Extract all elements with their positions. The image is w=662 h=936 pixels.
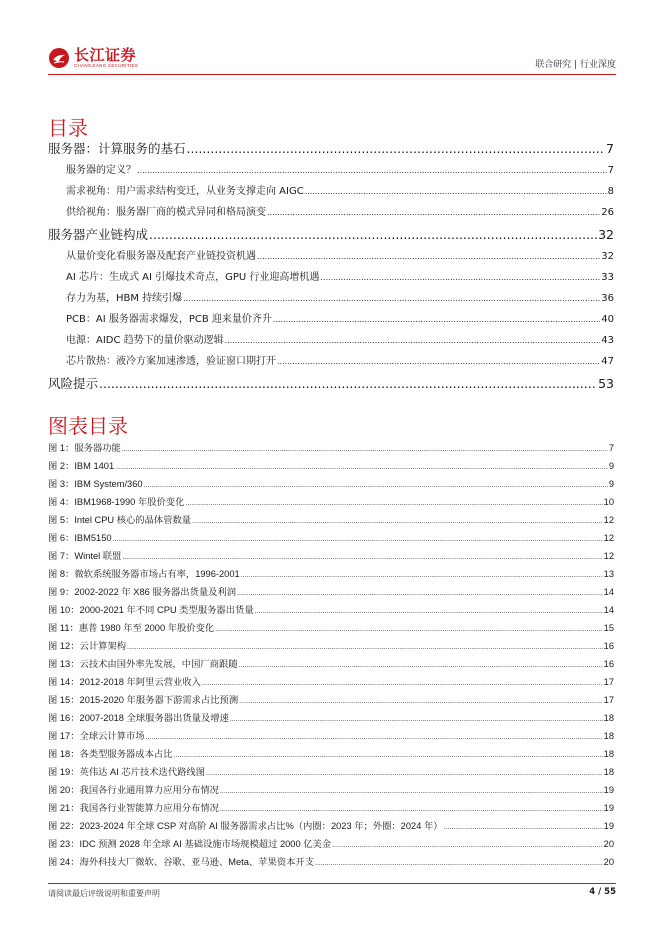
entry-page-number: 12	[603, 551, 614, 561]
entry-page-number: 7	[606, 141, 614, 156]
figure-entry[interactable]	[48, 637, 614, 655]
dot-leader	[99, 372, 597, 395]
entry-page-number: 18	[603, 731, 614, 741]
entry-page-number: 16	[603, 659, 614, 669]
dot-leader	[277, 351, 600, 372]
toc-section-entry[interactable]	[48, 246, 614, 267]
dot-leader	[315, 855, 603, 871]
figure-entry[interactable]	[48, 673, 614, 691]
figure-entry[interactable]	[48, 691, 614, 709]
figure-entry[interactable]	[48, 439, 614, 457]
dot-leader	[332, 837, 603, 853]
toc-chapter-entry[interactable]	[48, 223, 614, 246]
dot-leader	[149, 223, 597, 246]
report-category: 联合研究 | 行业深度	[535, 60, 616, 70]
entry-title: 图 12：云计算架构	[48, 641, 127, 651]
entry-title: 供给视角：服务器厂商的模式异同和格局演变	[66, 207, 266, 218]
figure-entry[interactable]	[48, 655, 614, 673]
figure-entry[interactable]	[48, 475, 614, 493]
entry-title: 图 1：服务器功能	[48, 443, 121, 453]
figure-entry[interactable]	[48, 457, 614, 475]
dot-leader	[237, 585, 603, 601]
entry-title: 图 18：各类型服务器成本占比	[48, 749, 173, 759]
dot-leader	[183, 288, 600, 309]
entry-page-number: 33	[601, 272, 614, 283]
entry-page-number: 7	[608, 443, 614, 453]
entry-title: 图 11：惠普 1980 年至 2000 年股价变化	[48, 623, 215, 633]
entry-page-number: 12	[603, 533, 614, 543]
entry-page-number: 10	[603, 497, 614, 507]
entry-title: 图 6：IBM5150	[48, 533, 112, 543]
dot-leader	[185, 495, 602, 511]
entry-page-number: 36	[601, 293, 614, 304]
entry-title: 图 19：英伟达 AI 芯片技术迭代路线图	[48, 767, 206, 777]
toc-section-entry[interactable]	[48, 351, 614, 372]
entry-title: 图 22：2023-2024 年全球 CSP 对高阶 AI 服务器需求占比%（内圈：2023 年；外圈：2024 年）	[48, 821, 443, 831]
logo-chinese-name: 长江证券	[74, 46, 137, 64]
dot-leader	[239, 657, 603, 673]
toc-section-entry[interactable]	[48, 160, 614, 181]
figure-entry[interactable]	[48, 547, 614, 565]
entry-page-number: 14	[603, 587, 614, 597]
entry-title: 图 7：Wintel 联盟	[48, 551, 122, 561]
entry-title: 图 23：IDC 预测 2028 年全球 AI 基础设施市场规模超过 2000 亿美金	[48, 839, 332, 849]
entry-page-number: 26	[601, 207, 614, 218]
figure-entry[interactable]	[48, 619, 614, 637]
dot-leader	[174, 747, 603, 763]
dot-leader	[113, 531, 603, 547]
figure-entry[interactable]	[48, 583, 614, 601]
table-of-contents	[48, 137, 614, 395]
entry-page-number: 19	[603, 785, 614, 795]
header-divider	[48, 74, 616, 75]
entry-title: 服务器的定义？	[66, 165, 136, 176]
toc-section-entry[interactable]	[48, 288, 614, 309]
dot-leader	[144, 477, 608, 493]
dot-leader	[255, 603, 603, 619]
dot-leader	[239, 693, 603, 709]
figure-entry[interactable]	[48, 727, 614, 745]
dot-leader	[146, 729, 603, 745]
figure-entry[interactable]	[48, 529, 614, 547]
footer-divider	[48, 883, 616, 884]
dot-leader	[225, 330, 601, 351]
entry-page-number: 32	[598, 227, 614, 242]
figure-list	[48, 439, 614, 871]
brand-logo	[48, 46, 138, 70]
toc-section-entry[interactable]	[48, 267, 614, 288]
entry-title: 图 5：Intel CPU 核心的晶体管数量	[48, 515, 192, 525]
entry-title: PCB：AI 服务器需求爆发，PCB 迎来量价齐升	[66, 314, 272, 325]
entry-page-number: 9	[608, 461, 614, 471]
entry-title: 服务器产业链构成	[48, 227, 149, 242]
figure-entry[interactable]	[48, 493, 614, 511]
entry-page-number: 19	[603, 803, 614, 813]
entry-page-number: 13	[603, 569, 614, 579]
entry-title: 图 16：2007-2018 全球服务器出货量及增速	[48, 713, 229, 723]
figure-entry[interactable]	[48, 565, 614, 583]
entry-page-number: 18	[603, 749, 614, 759]
entry-page-number: 53	[598, 376, 614, 391]
dot-leader	[444, 819, 603, 835]
logo-english-name: CHANGJIANG SECURITIES	[74, 63, 139, 68]
toc-section-entry[interactable]	[48, 202, 614, 223]
dot-leader	[267, 202, 600, 223]
figure-entry[interactable]	[48, 601, 614, 619]
entry-page-number: 47	[601, 356, 614, 367]
entry-title: 图 10：2000-2021 年不同 CPU 类型服务器出货量	[48, 605, 254, 615]
figure-entry[interactable]	[48, 781, 614, 799]
dot-leader	[122, 441, 608, 457]
entry-title: 风险提示	[48, 376, 99, 391]
entry-title: AI 芯片：生成式 AI 引爆技术奇点，GPU 行业迎高增机遇	[66, 272, 320, 283]
dot-leader	[215, 621, 602, 637]
entry-page-number: 9	[608, 479, 614, 489]
figure-entry[interactable]	[48, 853, 614, 871]
disclaimer-note: 请阅读最后评级说明和重要声明	[48, 889, 160, 898]
toc-section-entry[interactable]	[48, 181, 614, 202]
dot-leader	[220, 783, 603, 799]
entry-page-number: 32	[601, 251, 614, 262]
dot-leader	[115, 459, 608, 475]
dot-leader	[305, 181, 607, 202]
dot-leader	[127, 639, 603, 655]
entry-page-number: 20	[603, 839, 614, 849]
entry-title: 图 14：2012-2018 年阿里云营业收入	[48, 677, 201, 687]
dot-leader	[187, 137, 606, 160]
entry-page-number: 18	[603, 713, 614, 723]
dot-leader	[241, 567, 603, 583]
entry-title: 图 8：微软系统服务器市场占有率，1996-2001	[48, 569, 240, 579]
logo-mark-icon	[48, 47, 70, 69]
page-number: 4 / 55	[589, 887, 616, 897]
entry-page-number: 14	[603, 605, 614, 615]
page-header	[0, 0, 662, 78]
entry-title: 电源：AIDC 趋势下的量价驱动逻辑	[66, 335, 224, 346]
entry-title: 图 4：IBM1968-1990 年股价变化	[48, 497, 185, 507]
figure-entry[interactable]	[48, 709, 614, 727]
entry-title: 图 15：2015-2020 年服务器下游需求占比预测	[48, 695, 239, 705]
figure-entry[interactable]	[48, 763, 614, 781]
entry-page-number: 15	[603, 623, 614, 633]
dot-leader	[122, 549, 602, 565]
entry-title: 图 24：海外科技大厂微软、谷歌、亚马逊、Meta、苹果资本开支	[48, 857, 315, 867]
toc-chapter-entry[interactable]	[48, 372, 614, 395]
figure-entry[interactable]	[48, 817, 614, 835]
entry-page-number: 19	[603, 821, 614, 831]
entry-page-number: 8	[607, 186, 614, 197]
entry-title: 存力为基，HBM 持续引爆	[66, 293, 183, 304]
entry-page-number: 20	[603, 857, 614, 867]
entry-title: 从量价变化看服务器及配套产业链投资机遇	[66, 251, 256, 262]
dot-leader	[273, 309, 600, 330]
entry-title: 图 20：我国各行业通用算力应用分布情况	[48, 785, 219, 795]
entry-title: 图 9：2002-2022 年 X86 服务器出货量及利润	[48, 587, 237, 597]
toc-title: 目录	[48, 116, 88, 140]
entry-page-number: 17	[603, 677, 614, 687]
toc-chapter-entry[interactable]	[48, 137, 614, 160]
dot-leader	[230, 711, 603, 727]
entry-page-number: 17	[603, 695, 614, 705]
entry-page-number: 16	[603, 641, 614, 651]
entry-page-number: 18	[603, 767, 614, 777]
toc-section-entry[interactable]	[48, 330, 614, 351]
dot-leader	[137, 160, 607, 181]
entry-title: 芯片散热：液冷方案加速渗透，验证窗口期打开	[66, 356, 276, 367]
figure-list-title: 图表目录	[48, 414, 128, 438]
dot-leader	[257, 246, 600, 267]
dot-leader	[192, 513, 603, 529]
figure-entry[interactable]	[48, 799, 614, 817]
entry-title: 图 17：全球云计算市场	[48, 731, 145, 741]
entry-page-number: 40	[601, 314, 614, 325]
dot-leader	[202, 675, 603, 691]
figure-entry[interactable]	[48, 745, 614, 763]
entry-title: 需求视角：用户需求结构变迁，从业务支撑走向 AIGC	[66, 186, 304, 197]
entry-title: 图 3：IBM System/360	[48, 479, 143, 489]
entry-title: 图 13：云技术由国外率先发展，中国厂商跟随	[48, 659, 238, 669]
entry-page-number: 43	[601, 335, 614, 346]
entry-page-number: 12	[603, 515, 614, 525]
entry-title: 服务器：计算服务的基石	[48, 141, 186, 156]
figure-entry[interactable]	[48, 835, 614, 853]
dot-leader	[220, 801, 603, 817]
dot-leader	[320, 267, 600, 288]
entry-title: 图 2：IBM 1401	[48, 461, 115, 471]
toc-section-entry[interactable]	[48, 309, 614, 330]
entry-page-number: 7	[607, 165, 614, 176]
entry-title: 图 21：我国各行业智能算力应用分布情况	[48, 803, 219, 813]
dot-leader	[206, 765, 603, 781]
figure-entry[interactable]	[48, 511, 614, 529]
